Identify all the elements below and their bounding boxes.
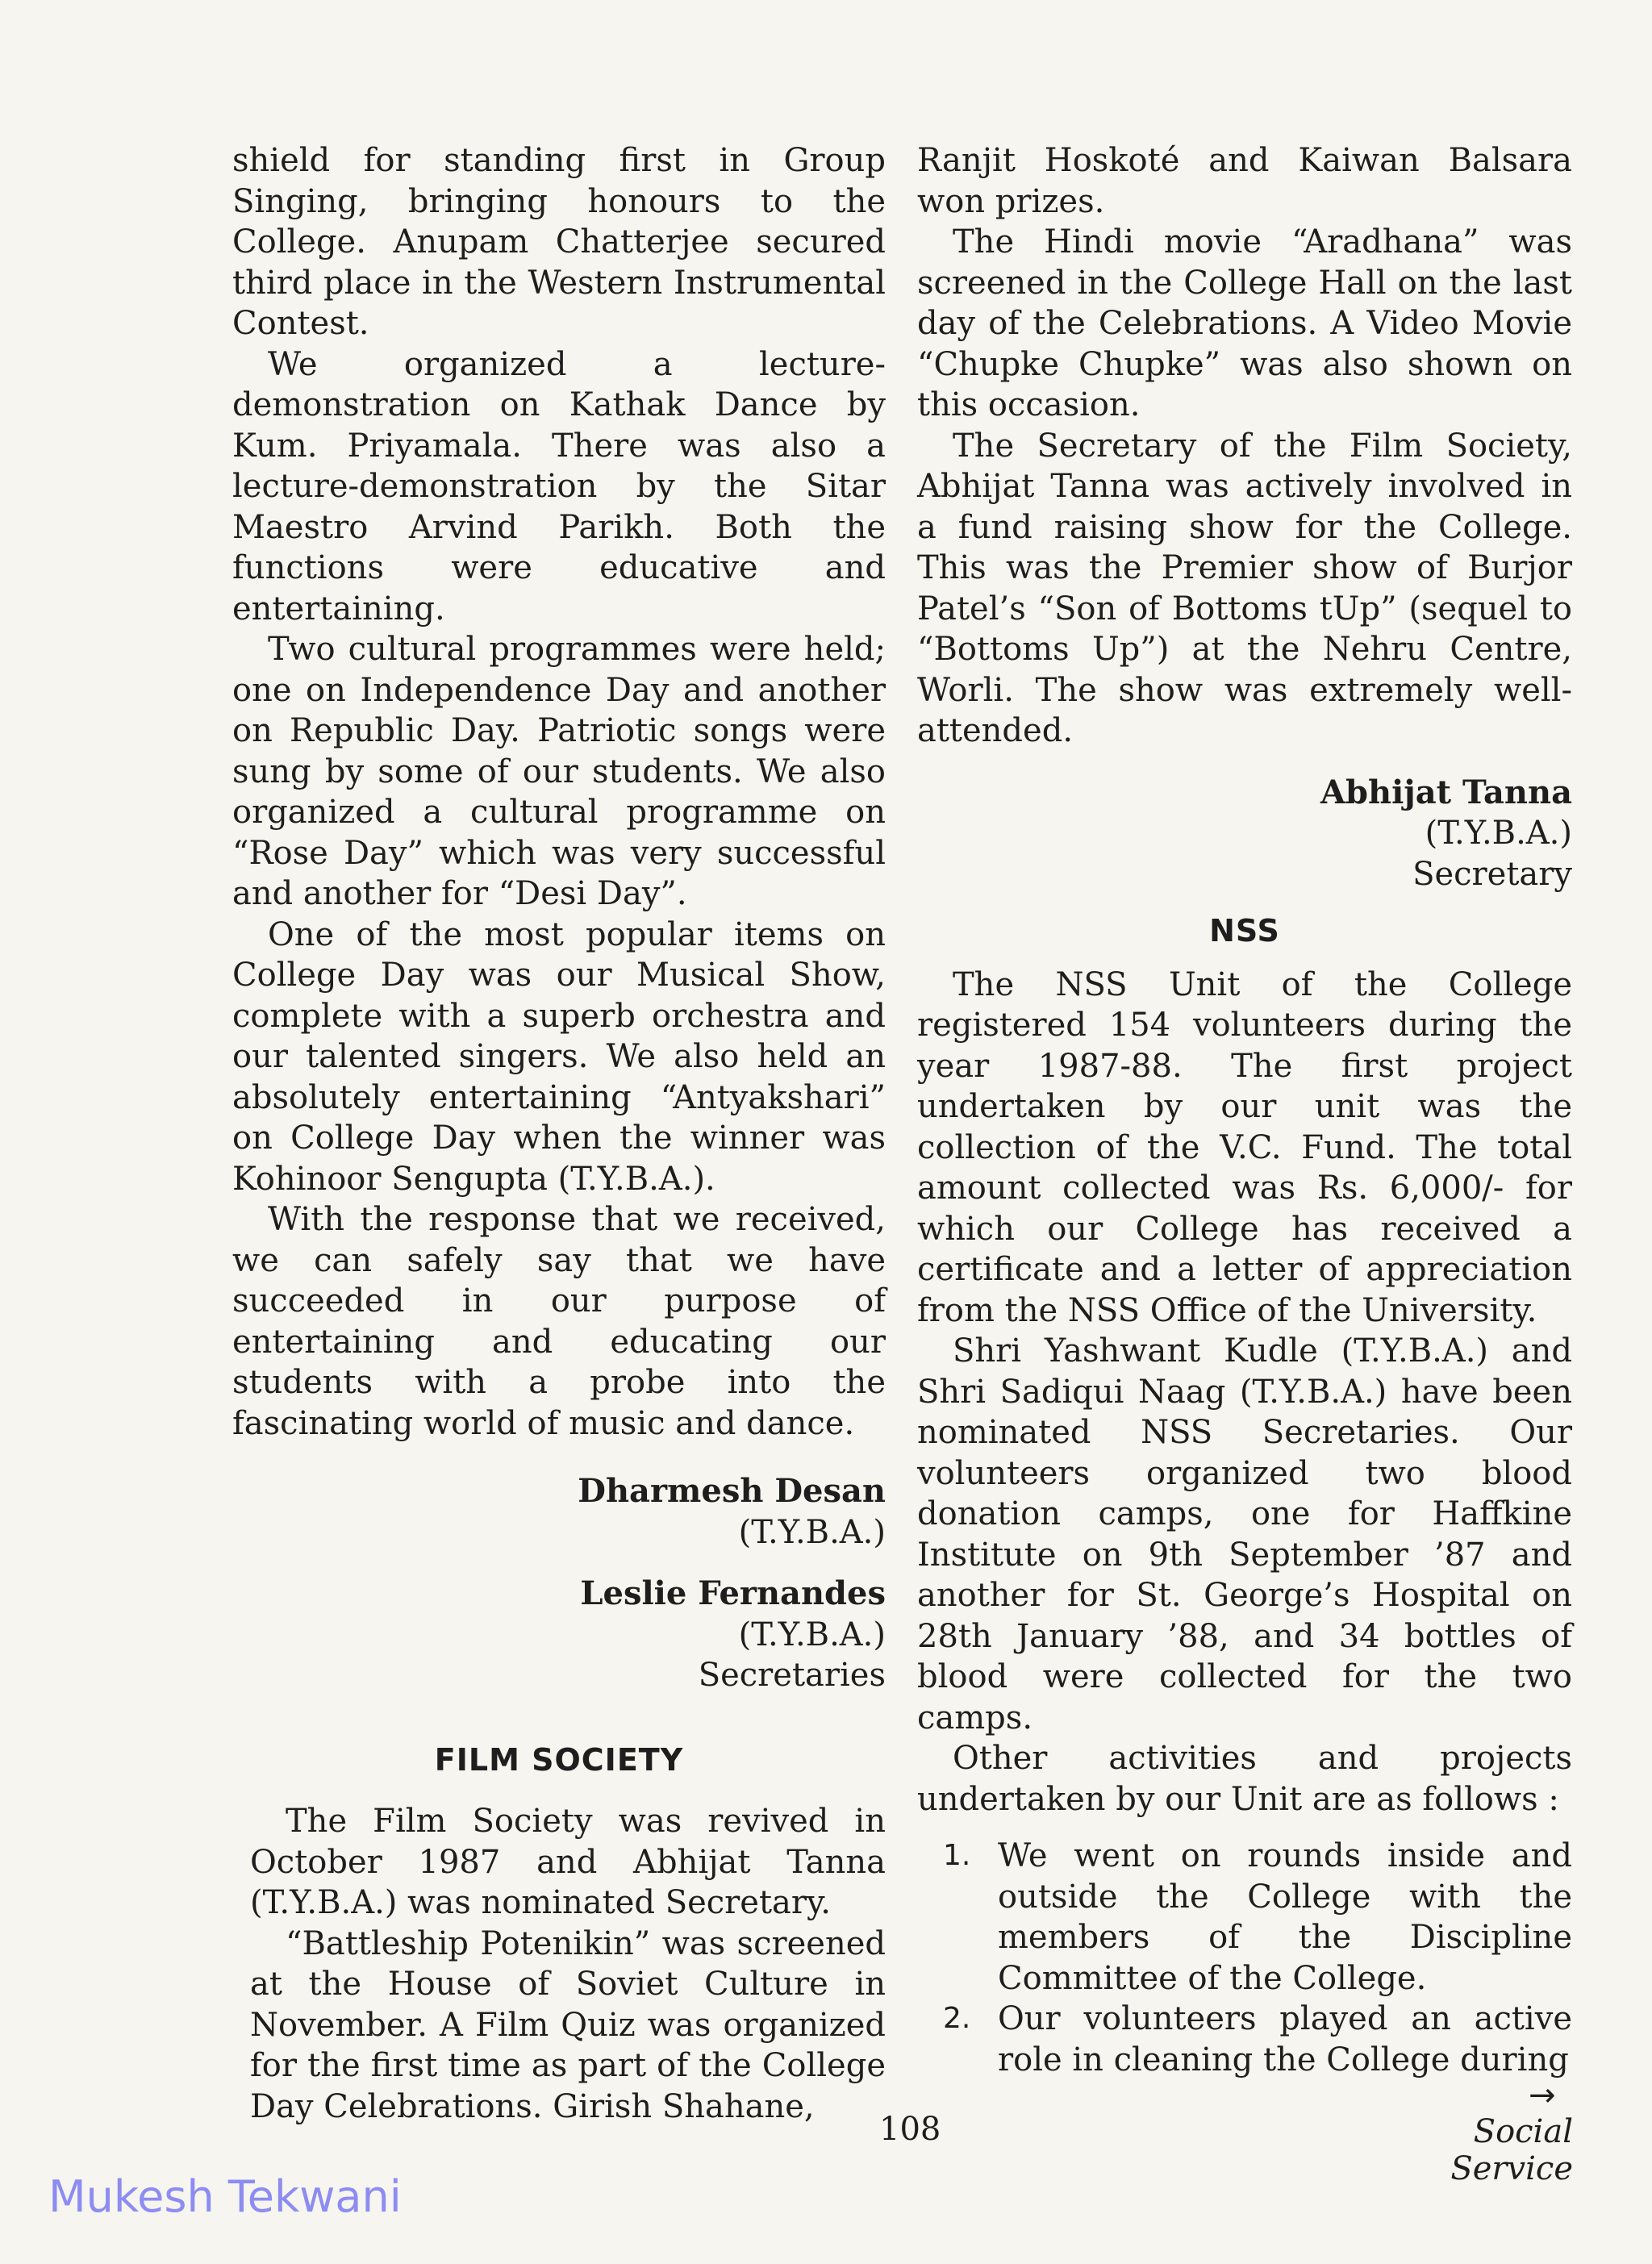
signature-block [917, 773, 1572, 895]
signature-name: Abhijat Tanna [1320, 773, 1572, 811]
signature-class: (T.Y.B.A.) [1425, 815, 1572, 852]
paragraph: The NSS Unit of the College registered 154 volunteers during the year 1987-88. The first project undertaken by our unit was the collection of the V.C. Fund. The total amount collected was Rs. 6,000/- for which our College has received a certificate and a letter of appreciation from the NSS Office of the University. [917, 965, 1572, 1329]
continue-arrow-icon: → [1529, 2077, 1556, 2114]
signature-role: Secretary [1412, 855, 1572, 893]
activities-list [917, 1836, 1572, 2080]
section-heading-film-society: FILM SOCIETY [434, 1741, 684, 1778]
right-column [917, 140, 1572, 2080]
list-item [917, 1999, 1572, 2080]
list-item [917, 1836, 1572, 1999]
section-heading-nss: NSS [1209, 913, 1280, 949]
signature-class: (T.Y.B.A.) [738, 1616, 886, 1653]
watermark: Mukesh Tekwani [48, 2171, 402, 2222]
left-column [232, 140, 886, 2127]
paragraph: One of the most popular items on College Day was our Musical Show, complete with a superb orchestra and our talented singers. We also held an absolutely entertaining “Antyakshari” on College Day when the winner was Kohinoor Sengupta (T.Y.B.A.). [232, 915, 886, 1198]
paragraph: “Battleship Potenikin” was screened at the House of Soviet Culture in November. A Film Quiz was organized for the first time as part of the College Day Celebrations. Girish Shahane, [250, 1924, 886, 2125]
signature-role: Secretaries [698, 1657, 886, 1694]
footer-section-name: Social Service [1450, 2113, 1573, 2187]
signature-class: (T.Y.B.A.) [738, 1513, 886, 1551]
list-item-number: 1. [943, 1839, 971, 1872]
paragraph: Shri Yashwant Kudle (T.Y.B.A.) and Shri Sadiqui Naag (T.Y.B.A.) have been nominated NSS Secretaries. Our volunteers organized two blood donation camps, one for Haffkine Institute on 9th September ’87 and another for St. George’s Hospital on 28th January ’88, and 34 bottles of blood were collected for the two camps. [917, 1332, 1572, 1737]
paragraph: We organized a lecture-demonstration on Kathak Dance by Kum. Priyamala. There was also a lecture-demonstration by the Sitar Maestro Arvind Parikh. Both the functions were educative and entertaining. [232, 345, 886, 627]
paragraph: The Secretary of the Film Society, Abhijat Tanna was actively involved in a fund raising show for the College. This was the Premier show of Burjor Patel’s “Son of Bottoms tUp” (sequel to “Bottoms Up”) at the Nehru Centre, Worli. The show was extremely well-attended. [917, 427, 1572, 749]
paragraph: The Hindi movie “Aradhana” was screened in the College Hall on the last day of the Celebrations. A Video Movie “Chupke Chupke” was also shown on this occasion. [917, 223, 1572, 423]
paragraph: shield for standing first in Group Singing, bringing honours to the College. Anupam Chatterjee secured third place in the Western Instrumental Contest. [232, 142, 886, 342]
paragraph: With the response that we received, we can safely say that we have succeeded in our purpose of entertaining and educating our students with a probe into the fascinating world of music and dance. [232, 1201, 886, 1442]
list-item-number: 2. [943, 2002, 971, 2035]
list-item-text: Our volunteers played an active role in cleaning the College during [998, 2000, 1572, 2078]
list-item-text: We went on rounds inside and outside the College with the members of the Discipline Committee of the College. [998, 1837, 1572, 1997]
paragraph: The Film Society was revived in October 1987 and Abhijat Tanna (T.Y.B.A.) was nominated Secretary. [250, 1803, 886, 1921]
signature-name: Leslie Fernandes [580, 1574, 886, 1612]
paragraph: Other activities and projects undertaken by our Unit are as follows : [917, 1740, 1572, 1818]
page-number: 108 [879, 2111, 941, 2148]
signature-block [232, 1574, 886, 1696]
signature-name: Dharmesh Desan [578, 1472, 886, 1510]
signature-block [232, 1471, 886, 1553]
paragraph: Two cultural programmes were held; one on Independence Day and another on Republic Day. Patriotic songs were sung by some of our students. We also organized a cultural programme on “Rose Day” which was very successful and another for “Desi Day”. [232, 631, 886, 912]
paragraph: Ranjit Hoskoté and Kaiwan Balsara won prizes. [917, 142, 1572, 220]
